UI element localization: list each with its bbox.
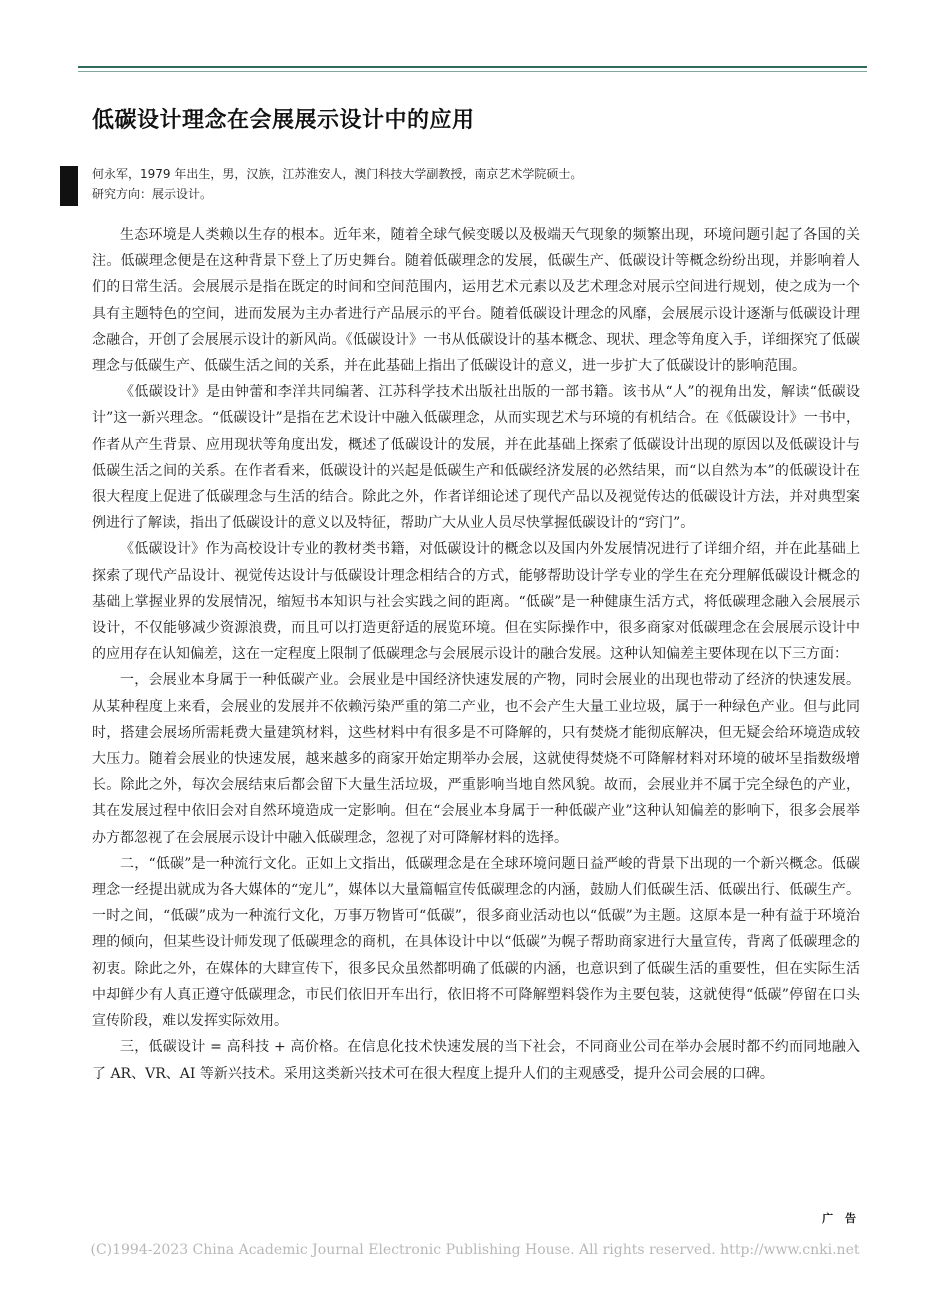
ad-label: 广 告 <box>822 1212 860 1225</box>
paragraph: 《低碳设计》是由钟蕾和李洋共同编著、江苏科学技术出版社出版的一部书籍。该书从“人”的视角出发，解读“低碳设计”这一新兴理念。“低碳设计”是指在艺术设计中融入低碳理念，从而实现艺术与环境的有机结合。在《低碳设计》一书中，作者从产生背景、应用现状等角度出发，概述了低碳设计的发展，并在此基础上探索了低碳设计出现的原因以及低碳设计与低碳生活之间的关系。在作者看来，低碳设计的兴起是低碳生产和低碳经济发展的必然结果，而“以自然为本”的低碳设计在很大程度上促进了低碳理念与生活的结合。除此之外，作者详细论述了现代产品以及视觉传达的低碳设计方法，并对典型案例进行了解读，指出了低碳设计的意义以及特征，帮助广大从业人员尽快掌握低碳设计的“窍门”。 <box>92 384 860 532</box>
paragraph: 一，会展业本身属于一种低碳产业。会展业是中国经济快速发展的产物，同时会展业的出现也带动了经济的快速发展。从某种程度上来看，会展业的发展并不依赖污染严重的第二产业，也不会产生大量工业垃圾，属于一种绿色产业。但与此同时，搭建会展场所需耗费大量建筑材料，这些材料中有很多是不可降解的，只有焚烧才能彻底解决，但无疑会给环境造成较大压力。随着会展业的快速发展，越来越多的商家开始定期举办会展，这就使得焚烧不可降解材料对环境的破坏呈指数级增长。除此之外，每次会展结束后都会留下大量生活垃圾，严重影响当地自然风貌。故而，会展业并不属于完全绿色的产业，其在发展过程中依旧会对自然环境造成一定影响。但在“会展业本身属于一种低碳产业”这种认知偏差的影响下，很多会展举办方都忽视了在会展展示设计中融入低碳理念，忽视了对可降解材料的选择。 <box>92 672 860 846</box>
header-rule-thin <box>78 71 867 72</box>
paragraph: 生态环境是人类赖以生存的根本。近年来，随着全球气候变暖以及极端天气现象的频繁出现，环境问题引起了各国的关注。低碳理念便是在这种背景下登上了历史舞台。随着低碳理念的发展，低碳生产、低碳设计等概念纷纷出现，并影响着人们的日常生活。会展展示是指在既定的时间和空间范围内，运用艺术元素以及艺术理念对展示空间进行规划，使之成为一个具有主题特色的空间，进而发展为主办者进行产品展示的平台。随着低碳设计理念的风靡，会展展示设计逐渐与低碳设计理念融合，开创了会展展示设计的新风尚。《低碳设计》一书从低碳设计的基本概念、现状、理念等角度入手，详细探究了低碳理念与低碳生产、低碳生活之间的关系，并在此基础上指出了低碳设计的意义，进一步扩大了低碳设计的影响范围。 <box>92 227 860 375</box>
author-marker-bar <box>60 166 78 206</box>
paragraph: 《低碳设计》作为高校设计专业的教材类书籍，对低碳设计的概念以及国内外发展情况进行了详细介绍，并在此基础上探索了现代产品设计、视觉传达设计与低碳设计理念相结合的方式，能够帮助设计学专业的学生在充分理解低碳设计概念的基础上掌握业界的发展情况，缩短书本知识与社会实践之间的距离。“低碳”是一种健康生活方式，将低碳理念融入会展展示设计，不仅能够减少资源浪费，而且可以打造更舒适的展览环境。但在实际操作中，很多商家对低碳理念在会展展示设计中的应用存在认知偏差，这在一定程度上限制了低碳理念与会展展示设计的融合发展。这种认知偏差主要体现在以下三方面： <box>92 541 860 663</box>
header-rule <box>78 66 867 68</box>
copyright-footer: (C)1994-2023 China Academic Journal Electronic Publishing House. All rights reserved. http://www.cnki.net <box>90 1242 860 1258</box>
author-research-field: 研究方向：展示设计。 <box>92 187 213 201</box>
article-title: 低碳设计理念在会展展示设计中的应用 <box>92 108 475 133</box>
author-info <box>92 164 872 204</box>
paragraph: 三，低碳设计 = 高科技 + 高价格。在信息化技术快速发展的当下社会，不同商业公司在举办会展时都不约而同地融入了 AR、VR、AI 等新兴技术。采用这类新兴技术可在很大程度上提升人们的主观感受，提升公司会展的口碑。 <box>92 1039 860 1082</box>
article-body <box>92 222 860 1087</box>
author-bio: 何永军，1979 年出生，男，汉族，江苏淮安人，澳门科技大学副教授，南京艺术学院硕士。 <box>92 167 583 181</box>
paragraph: 二，“低碳”是一种流行文化。正如上文指出，低碳理念是在全球环境问题日益严峻的背景下出现的一个新兴概念。低碳理念一经提出就成为各大媒体的“宠儿”，媒体以大量篇幅宣传低碳理念的内涵，鼓励人们低碳生活、低碳出行、低碳生产。一时之间，“低碳”成为一种流行文化，万事万物皆可“低碳”，很多商业活动也以“低碳”为主题。这原本是一种有益于环境治理的倾向，但某些设计师发现了低碳理念的商机，在具体设计中以“低碳”为幌子帮助商家进行大量宣传，背离了低碳理念的初衷。除此之外，在媒体的大肆宣传下，很多民众虽然都明确了低碳的内涵，也意识到了低碳生活的重要性，但在实际生活中却鲜少有人真正遵守低碳理念，市民们依旧开车出行，依旧将不可降解塑料袋作为主要包装，这就使得“低碳”停留在口头宣传阶段，难以发挥实际效用。 <box>92 855 860 1030</box>
